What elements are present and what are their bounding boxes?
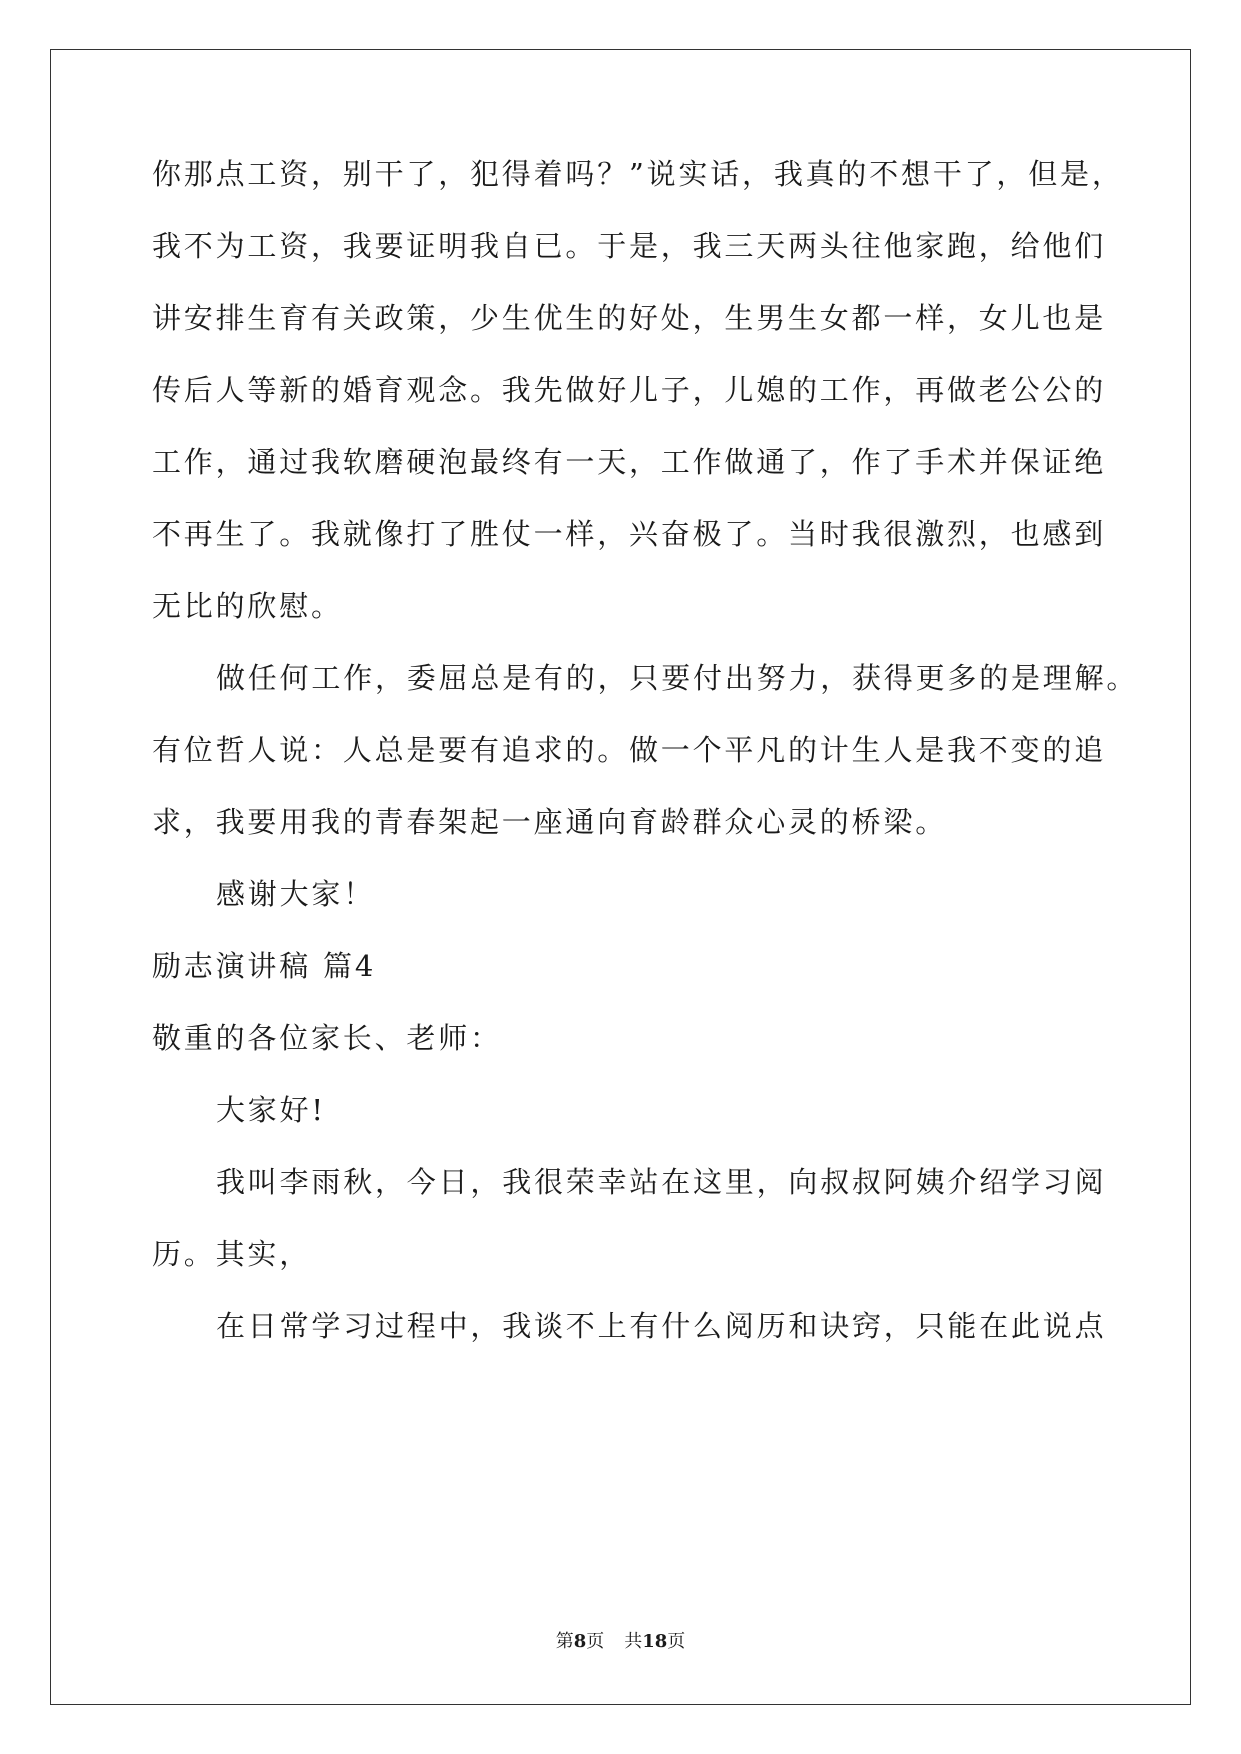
text-line: 有位哲人说：人总是要有追求的。做一个平凡的计生人是我不变的追 [152,733,1107,767]
text-line: 求，我要用我的青春架起一座通向育龄群众心灵的桥梁。 [152,805,948,839]
salutation: 敬重的各位家长、老师： [152,1021,502,1055]
greeting: 大家好! [216,1093,326,1127]
paragraph-start-line: 在日常学习过程中，我谈不上有什么阅历和诀窍，只能在此说点 [216,1309,1107,1343]
text-line: 我不为工资，我要证明我自已。于是，我三天两头往他家跑，给他们 [152,229,1107,263]
page-prefix: 第 [555,1631,574,1652]
section-heading: 励志演讲稿 篇4 [152,949,377,983]
closing-thanks: 感谢大家！ [216,877,376,911]
text-line: 无比的欣慰。 [152,589,343,623]
total-unit: 页 [667,1631,686,1652]
text-line: 你那点工资，别干了，犯得着吗？”说实话，我真的不想干了，但是， [152,157,1124,191]
page-unit: 页 [586,1631,605,1652]
paragraph-start-line: 做任何工作，委屈总是有的，只要付出努力，获得更多的是理解。 [216,661,1139,695]
text-line: 传后人等新的婚育观念。我先做好儿子，儿媳的工作，再做老公公的 [152,373,1107,407]
text-line: 历。其实， [152,1237,312,1271]
total-prefix: 共 [624,1631,643,1652]
page-total: 18 [642,1631,668,1652]
paragraph-start-line: 我叫李雨秋，今日，我很荣幸站在这里，向叔叔阿姨介绍学习阅 [216,1165,1107,1199]
text-line: 不再生了。我就像打了胜仗一样，兴奋极了。当时我很激烈，也感到 [152,517,1107,551]
page-footer [0,1630,1241,1654]
page-current: 8 [573,1631,587,1652]
text-line: 讲安排生育有关政策，少生优生的好处，生男生女都一样，女儿也是 [152,301,1107,335]
text-line: 工作，通过我软磨硬泡最终有一天，工作做通了，作了手术并保证绝 [152,445,1107,479]
